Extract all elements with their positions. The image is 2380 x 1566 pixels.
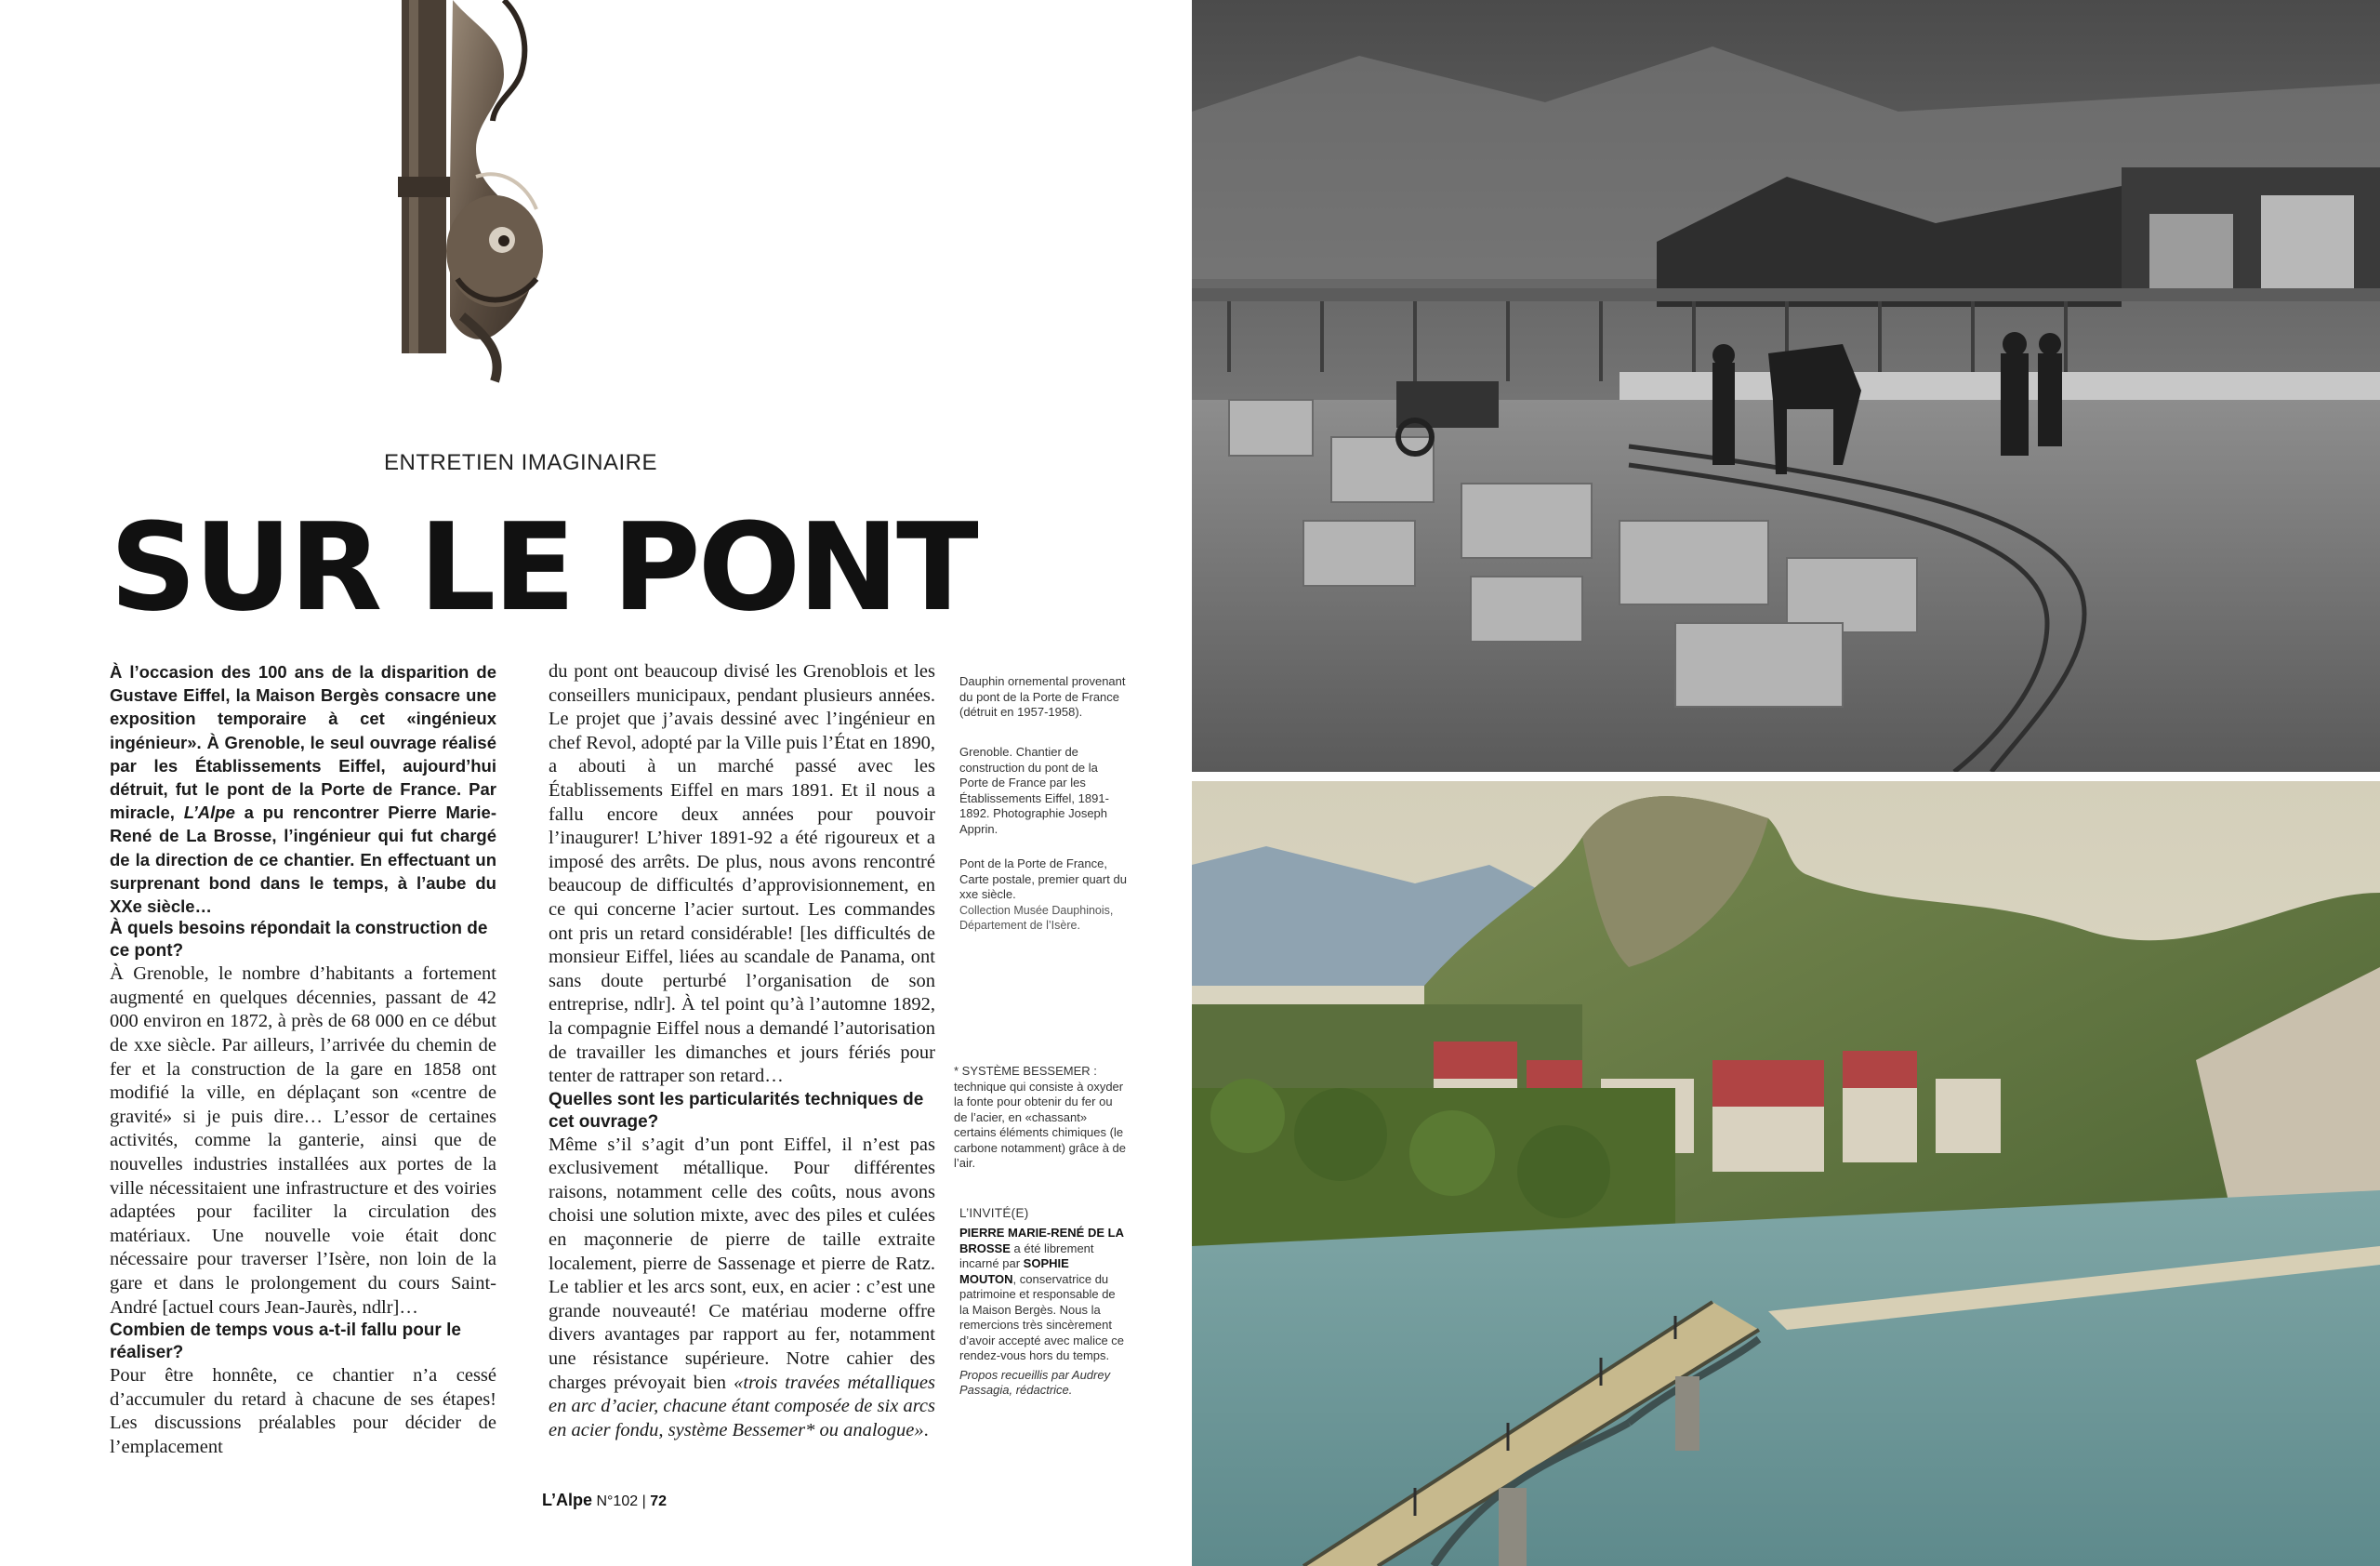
- footer-page-number: 72: [650, 1493, 667, 1509]
- answer-3-quote: «trois travées métalliques en arc d’acier, chacune étant composée de six arcs en acier fondu, système Bessemer* ou analogue»: [549, 1372, 935, 1440]
- page-footer: [465, 1491, 744, 1510]
- intro-text: À l’occasion des 100 ans de la disparition de Gustave Eiffel, la Maison Bergès consacre une exposition temporaire à cet «ingénieux ingénieur». À Grenoble, le seul ouvrage réalisé par les Établissements Eiffel, aujourd’hui détruit, fut le pont de la Porte de France. Par miracle,: [110, 662, 496, 823]
- guest-box: [959, 1226, 1127, 1399]
- question-1: À quels besoins répondait la construction de ce pont?: [110, 919, 488, 962]
- intro-paragraph: [110, 660, 496, 918]
- caption-postcard-text: Pont de la Porte de France, Carte postale, premier quart du xxe siècle.: [959, 856, 1127, 901]
- dolphin-ornament-image: [364, 0, 662, 391]
- caption-construction-photo: Grenoble. Chantier de construction du pont de la Porte de France par les Établissements Eiffel, 1891-1892. Photographie Joseph Apprin.: [959, 745, 1109, 836]
- page-title: SUR LE PONT: [110, 497, 976, 638]
- answer-3-text: Même s’il s’agit d’un pont Eiffel, il n’est pas exclusivement métallique. Pour différentes raisons, notamment celle des coûts, nous avons choisi une solution mixte, avec des piles et culées en maçonnerie de pierre de taille extraite localement, pierre de Sassenage et pierre de Ratz. Le tablier et les arcs sont, eux, en acier : c’est une grande nouveauté! Ce matériau moderne offre divers avantages par rapport au fer, notamment une résistance supérieure. Notre cahier des charges prévoyait bien: [549, 1134, 935, 1393]
- intro-end: siècle…: [141, 896, 213, 917]
- question-3: Quelles sont les particularités techniques de cet ouvrage?: [549, 1089, 924, 1132]
- postcard-bridge-image: [1192, 781, 2380, 1566]
- guest-text-1: a été librement incarné par: [959, 1241, 1094, 1270]
- interview-credit: Propos recueillis par Audrey Passagia, rédactrice.: [959, 1367, 1111, 1397]
- caption-postcard: [959, 856, 1127, 934]
- footer-issue: N°102: [596, 1493, 639, 1509]
- guest-actor: SOPHIE MOUTON: [959, 1256, 1069, 1286]
- answer-3: [549, 1134, 935, 1443]
- text-column-2: [549, 660, 935, 1442]
- caption-ornament: Dauphin ornemental provenant du pont de la Porte de France (détruit en 1957-1958).: [959, 674, 1126, 719]
- answer-3-end: .: [923, 1419, 929, 1440]
- caption-postcard-credit: Collection Musée Dauphinois, Département de l’Isère.: [959, 903, 1114, 932]
- footnote-bessemer: * SYSTÈME BESSEMER : technique qui consiste à oxyder la fonte pour obtenir du fer ou de l’acier, en «chassant» certains éléments chimiques (le carbone notamment) grâce à de l’air.: [954, 1064, 1126, 1170]
- answer-2-continued: du pont ont beaucoup divisé les Grenoblois et les conseillers municipaux, pendant plusieurs années. Le projet que j’avais dessiné avec l’ingénieur en chef Revol, adopté par la Ville puis l’État en 1890, a abouti à un marché passé avec les Établissements Eiffel en mars 1891. Et il nous a fallu encore deux années pour pouvoir l’inaugurer! L’hiver 1891-92 a été rigoureux et a imposé des arrêts. De plus, nous avons rencontré beaucoup de difficultés d’approvisionnement, en ce qui concerne l’acier surtout. Les commandes ont pris un retard considérable! [les difficultés de monsieur Eiffel, liées au scandale de Panama, ont sans doute perturbé l’organisation de son entreprise, ndlr]. À tel point qu’à l’automne 1892, la compagnie Eiffel nous a demandé l’autorisation de travailler les dimanches et jours fériés pour tenter de rattraper son retard…: [549, 661, 935, 1087]
- text-column-1: [110, 660, 496, 1460]
- right-page: [1192, 0, 2380, 1566]
- magazine-name: L’Alpe: [183, 803, 235, 823]
- intro-century: XXe: [110, 896, 142, 917]
- question-2: Combien de temps vous a-t-il fallu pour le réaliser?: [110, 1320, 461, 1363]
- kicker: ENTRETIEN IMAGINAIRE: [383, 450, 658, 475]
- guest-heading: L’INVITÉ(E): [959, 1206, 1029, 1220]
- answer-1: À Grenoble, le nombre d’habitants a fortement augmenté en quelques décennies, passant de 42 000 environ en 1872, à près de 68 000 en ce début de xxe siècle. Par ailleurs, l’arrivée du chemin de fer et la construction de la gare en 1858 ont modifié la ville, en déplaçant son «centre de gravité» si je puis dire… L’essor de certaines activités, comme la ganterie, ainsi que de nouvelles industries installées aux portes de la ville nécessitaient une infrastructure et des voiries adaptées pour faciliter la circulation des matériaux. Une nouvelle voie était donc nécessaire pour traverser l’Isère, non loin de la gare et dans le prolongement du cours Saint-André [actuel cours Jean-Jaurès, ndlr]…: [110, 963, 496, 1318]
- construction-photo: [1192, 0, 2380, 772]
- intro-text-cont: a pu rencontrer Pierre Marie-René de La Brosse, l’ingénieur qui fut chargé de la direction de ce chantier. En effectuant un surprenant bond dans le temps, à l’aube du: [110, 803, 497, 893]
- footer-separator: |: [641, 1493, 646, 1509]
- guest-name: PIERRE MARIE-RENÉ DE LA BROSSE: [959, 1226, 1124, 1255]
- guest-text-2: , conservatrice du patrimoine et responsable de la Maison Bergès. Nous la remercions très sincèrement d’avoir accepté avec malice ce rendez-vous hors du temps.: [959, 1271, 1125, 1362]
- answer-2: Pour être honnête, ce chantier n’a cessé d’accumuler du retard à chacune de ses étapes! Les discussions préalables pour décider de l’emplacement: [110, 1365, 496, 1457]
- footer-magazine: L’Alpe: [542, 1491, 593, 1509]
